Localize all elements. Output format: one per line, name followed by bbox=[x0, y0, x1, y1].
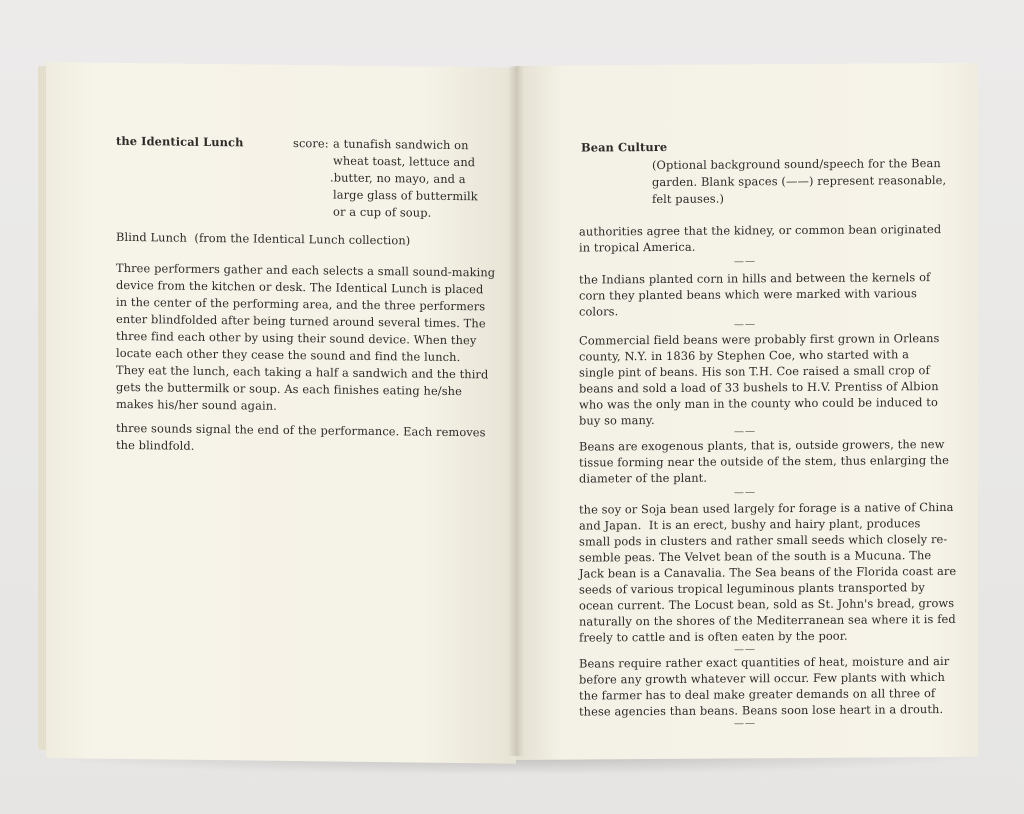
text-line: makes his/her sound again. bbox=[116, 396, 277, 413]
text-line: the Indians planted corn in hills and between the kernels of bbox=[579, 270, 931, 287]
text-line: Commercial field beans were probably first grown in Orleans bbox=[579, 331, 940, 348]
text-line: three sounds signal the end of the performance. Each removes bbox=[116, 420, 486, 440]
pause-separator: —— bbox=[734, 644, 756, 656]
text-line: seeds of various tropical leguminous plants transported by bbox=[579, 580, 925, 597]
score-line: or a cup of soup. bbox=[333, 204, 432, 220]
text-line: single pint of beans. His son T.H. Coe raised a small crop of bbox=[579, 363, 930, 380]
text-line: buy so many. bbox=[579, 413, 655, 428]
text-line: the farmer has to deal make greater demands on all three of bbox=[579, 686, 936, 703]
text-line: Jack bean is a Canavalia. The Sea beans of the Florida coast are bbox=[579, 563, 957, 581]
text-line: these agencies than beans. Beans soon lose heart in a drouth. bbox=[579, 702, 944, 719]
text-line: and Japan. It is an erect, bushy and hairy plant, produces bbox=[579, 516, 921, 533]
pause-separator: —— bbox=[734, 319, 756, 331]
text-line: device from the kitchen or desk. The Identical Lunch is placed bbox=[116, 277, 484, 297]
text-line: locate each other they cease the sound and find the lunch. bbox=[116, 345, 461, 365]
text-line: ocean current. The Locust bean, sold as St. John's bread, grows bbox=[579, 595, 955, 613]
text-line: in the center of the performing area, and the three performers bbox=[116, 294, 486, 314]
book-gutter bbox=[508, 66, 524, 756]
pause-separator: —— bbox=[734, 718, 756, 730]
text-line: enter blindfolded after being turned around several times. The bbox=[116, 311, 486, 331]
text-line: colors. bbox=[579, 304, 619, 319]
text-line: authorities agree that the kidney, or common bean originated bbox=[579, 222, 942, 239]
text-line: the blindfold. bbox=[116, 437, 195, 453]
text-line: freely to cattle and is often eaten by the poor. bbox=[579, 628, 848, 645]
right-page bbox=[516, 63, 978, 760]
text-line: gets the buttermilk or soup. As each finishes eating he/she bbox=[116, 379, 462, 399]
score-line: wheat toast, lettuce and bbox=[333, 153, 476, 170]
text-line: Beans require rather exact quantities of heat, moisture and air bbox=[579, 653, 950, 671]
text-line: the soy or Soja bean used largely for forage is a native of China bbox=[579, 499, 954, 517]
text-line: semble peas. The Velvet bean of the south is a Mucuna. The bbox=[579, 548, 932, 565]
text-line: county, N.Y. in 1836 by Stephen Coe, who started with a bbox=[579, 347, 910, 364]
text-line: three find each other by using their sound device. When they bbox=[116, 328, 477, 348]
score-label: score: bbox=[293, 136, 329, 151]
text-line: who was the only man in the county who could be induced to bbox=[579, 395, 938, 412]
left-page bbox=[46, 62, 516, 764]
score-line: large glass of buttermilk bbox=[333, 187, 478, 204]
score-line: a tunafish sandwich on bbox=[333, 136, 469, 153]
subtitle: Blind Lunch (from the Identical Lunch collection) bbox=[116, 229, 411, 248]
text-line: in tropical America. bbox=[579, 239, 696, 255]
text-line: small pods in clusters and rather small seeds which closely re- bbox=[579, 531, 948, 549]
text-line: naturally on the shores of the Mediterranean sea where it is fed bbox=[579, 611, 956, 629]
text-line: Beans are exogenous plants, that is, outside growers, the new bbox=[579, 437, 945, 454]
score-line: .butter, no mayo, and a bbox=[330, 170, 466, 187]
text-line: felt pauses.) bbox=[652, 191, 725, 207]
text-line: corn they planted beans which were marked with various bbox=[579, 286, 917, 303]
pause-separator: —— bbox=[734, 256, 756, 268]
section-title: Bean Culture bbox=[581, 139, 668, 155]
pause-separator: —— bbox=[734, 487, 756, 499]
text-line: garden. Blank spaces (——) represent reasonable, bbox=[652, 172, 947, 190]
text-line: beans and sold a load of 33 bushels to H.V. Prentiss of Albion bbox=[579, 379, 939, 396]
text-line: diameter of the plant. bbox=[579, 470, 708, 486]
text-line: Three performers gather and each selects a small sound-making bbox=[116, 260, 496, 280]
text-line: tissue forming near the outside of the stem, thus enlarging the bbox=[579, 452, 949, 470]
pause-separator: —— bbox=[734, 426, 756, 438]
text-line: They eat the lunch, each taking a half a sandwich and the third bbox=[116, 362, 489, 382]
text-line: before any growth whatever will occur. Few plants with which bbox=[579, 670, 945, 687]
text-line: (Optional background sound/speech for the Bean bbox=[652, 156, 941, 173]
piece-title: the Identical Lunch bbox=[116, 133, 244, 150]
